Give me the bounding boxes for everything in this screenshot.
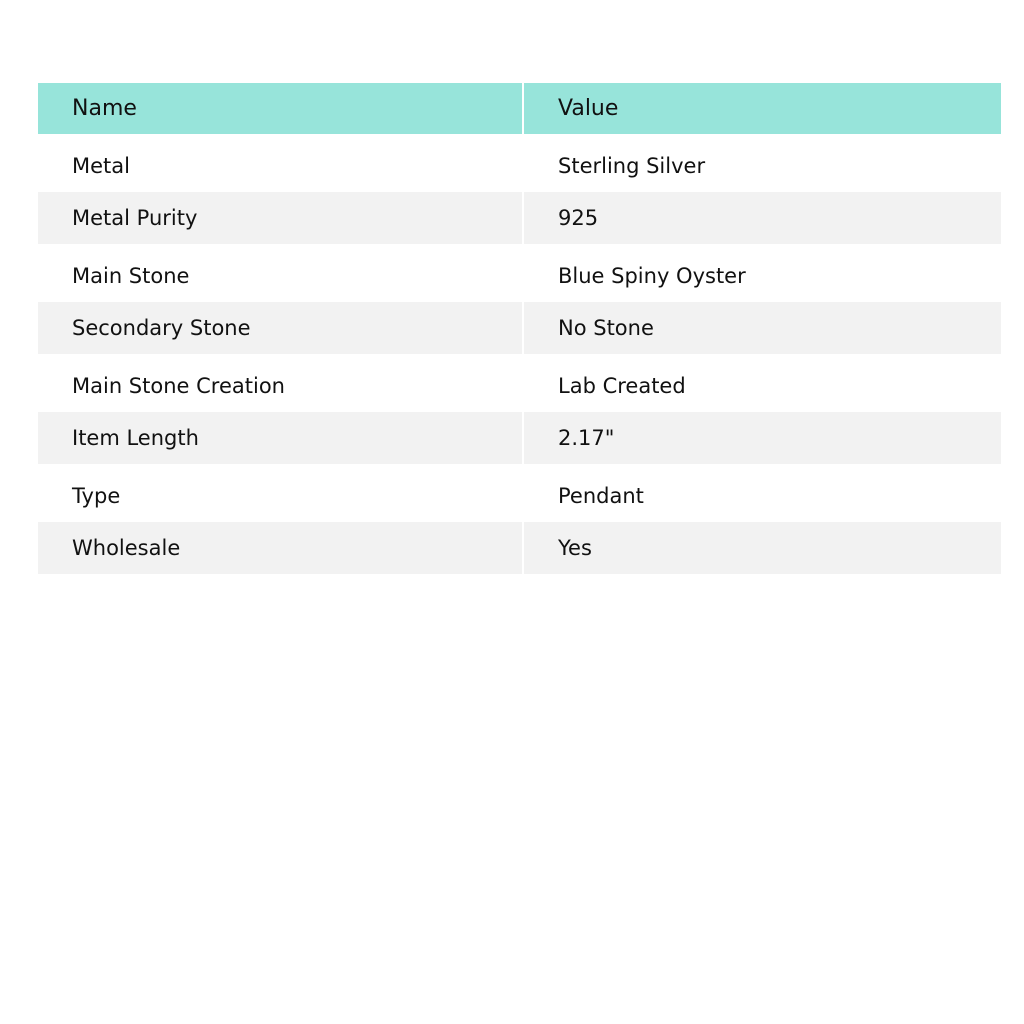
cell-value: Sterling Silver — [523, 134, 1001, 192]
cell-value: 925 — [523, 192, 1001, 244]
column-header-value: Value — [523, 83, 1001, 134]
cell-name: Type — [72, 484, 121, 508]
cell-value: Blue Spiny Oyster — [523, 244, 1001, 302]
cell-value: Pendant — [523, 464, 1001, 522]
table-row — [38, 192, 1001, 244]
cell-name: Metal Purity — [72, 206, 198, 230]
cell-name: Main Stone Creation — [72, 374, 285, 398]
cell-name: Item Length — [72, 426, 199, 450]
table-row — [38, 522, 1001, 574]
cell-value: 2.17" — [523, 412, 1001, 464]
table-row — [38, 302, 1001, 354]
cell-name: Wholesale — [72, 536, 181, 560]
table-row — [38, 244, 1001, 302]
cell-value: Yes — [523, 522, 1001, 574]
cell-value: Lab Created — [523, 354, 1001, 412]
table-row — [38, 134, 1001, 192]
cell-name: Main Stone — [72, 264, 190, 288]
table-row — [38, 464, 1001, 522]
header-row — [38, 83, 1001, 134]
table-header — [38, 83, 1001, 134]
column-header-name: Name — [38, 83, 523, 134]
cell-name: Secondary Stone — [72, 316, 251, 340]
cell-name: Metal — [72, 154, 130, 178]
table-body — [38, 134, 1001, 574]
table-row — [38, 412, 1001, 464]
table-row — [38, 354, 1001, 412]
specifications-table — [38, 83, 1001, 574]
cell-value: No Stone — [523, 302, 1001, 354]
